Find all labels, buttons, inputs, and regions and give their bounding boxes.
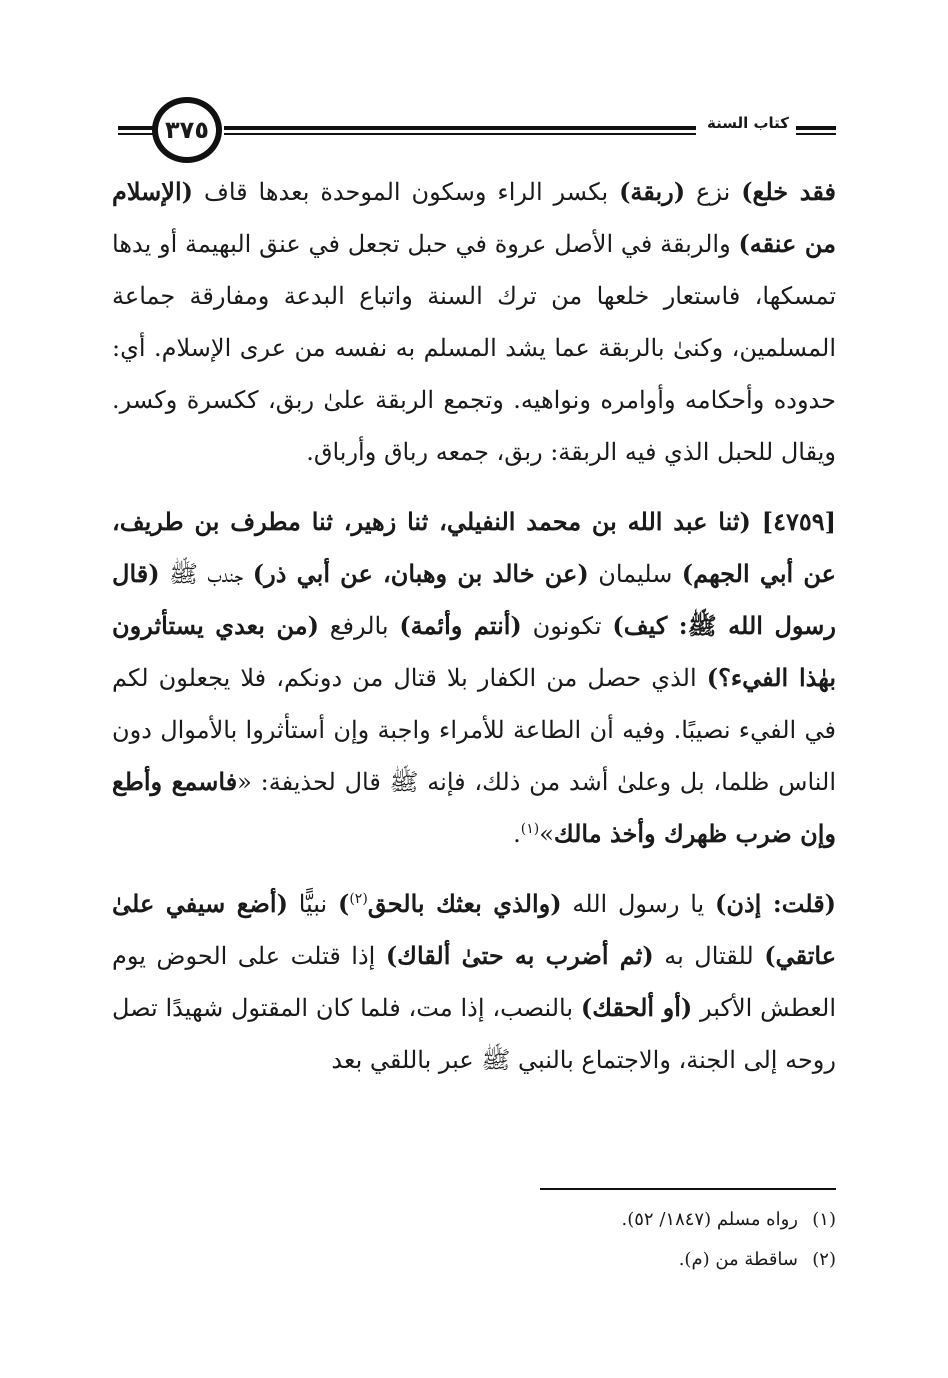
commentary-fragment: إذا قتلت على الحوض يوم العطش الأكبر [112,942,836,1022]
commentary-fragment: يا رسول الله [561,890,716,918]
matn-fragment: ) [337,889,350,918]
matn-fragment: (عن خالد بن وهبان، عن أبي ذر) [252,559,589,588]
commentary-fragment: للقتال به [653,942,765,970]
footnote-separator [540,1188,836,1190]
commentary-fragment: والربقة في الأصل عروة في حبل تجعل في عنق البهيمة أو يدها تمسكها، فاستعار خلعها من ترك السنة واتباع البدعة ومفارقة جماعة المسلمين، وكنىٰ بالربقة عما يشد المسلم به نفسه من عرى الإسلام. أي: حدوده وأحكامه وأوامره ونواهيه. وتجمع الربقة علىٰ ربق، ككسرة وكسر. ويقال للحبل الذي فيه الربقة: ربق، جمعه رباق وأرباق. [112,230,836,466]
footnote-mark: (١) [812,1209,836,1230]
matn-fragment: (قلت: إذن) [715,889,837,918]
footnote-2 [112,1240,836,1280]
header-rule-middle [224,126,696,130]
footnote-text: رواه مسلم (١٨٤٧/ ٥٢). [621,1209,798,1230]
quoted-hadith: فاسمع وأطع وإن ضرب ظهرك وأخذ مالك [112,767,836,848]
commentary-fragment: بالنصب، إذا مت، فلما كان المقتول شهيدًا تصل روحه إلى الجنة، والاجتماع بالنبي ﷺ عبر باللقي بعد [112,994,836,1074]
page-number: ٣٧٥ [165,116,209,144]
page-number-badge [152,97,222,163]
matn-fragment: (الإسلام من عنقه) [112,177,836,258]
main-text [112,166,836,1086]
header-rule-right-thin [796,133,836,135]
paragraph-1 [112,166,836,478]
commentary-fragment: تكونون [521,612,613,640]
matn-fragment: (ربقة) [619,177,686,206]
header-rule-middle-thin [224,133,696,135]
paragraph-3 [112,878,836,1086]
paragraph-2 [112,496,836,860]
footnote-ref-1[interactable]: (١) [520,821,540,837]
running-title: كتاب السنة [706,114,790,132]
commentary-fragment: جندب ﷺ [159,560,253,588]
footnotes [112,1200,836,1280]
commentary-fragment: نبيًّا [287,890,338,918]
commentary-fragment: الذي حصل من الكفار بلا قتال من دونكم، فلا يجعلون لكم في الفيء نصيبًا. وفيه أن الطاعة للأمراء واجبة وإن أستأثروا بالأموال دون الناس ظلما، بل وعلىٰ أشد من ذلك، فإنه ﷺ قال لحذيفة: « [112,664,836,796]
hadith-number: [٤٧٥٩] [761,507,836,536]
matn-fragment: (ثم أضرب به حتىٰ ألقاك) [385,941,654,970]
header-rule-right [796,126,836,130]
matn-fragment: (أضع سيفي علىٰ عاتقي) [112,889,837,970]
matn-fragment: فقد خلع) [741,177,836,206]
matn-fragment: (ثنا عبد الله بن محمد النفيلي، ثنا زهير، ثنا مطرف بن طريف، عن أبي الجهم) [112,507,836,588]
commentary-fragment: سليمان [588,560,682,588]
matn-fragment: (والذي بعثك بالحق [367,889,562,918]
commentary-fragment: بالرفع [318,612,400,640]
footnote-mark: (٢) [812,1249,836,1270]
matn-fragment: (من بعدي يستأثرون بهٰذا الفيء؟) [112,611,837,692]
commentary-fragment: » [539,820,554,848]
commentary-fragment: نزع [685,178,742,206]
matn-fragment: (أنتم وأئمة) [399,611,522,640]
footnote-ref-2[interactable]: (٢) [349,891,368,907]
footnote-text: ساقطة من (م). [678,1249,798,1270]
commentary-fragment: . [513,820,521,848]
footnote-1 [112,1200,836,1240]
matn-fragment: (قال رسول الله ﷺ: كيف) [112,559,836,640]
matn-fragment: (أو ألحقك) [580,993,693,1022]
commentary-fragment: بكسر الراء وسكون الموحدة بعدها قاف [193,178,620,206]
